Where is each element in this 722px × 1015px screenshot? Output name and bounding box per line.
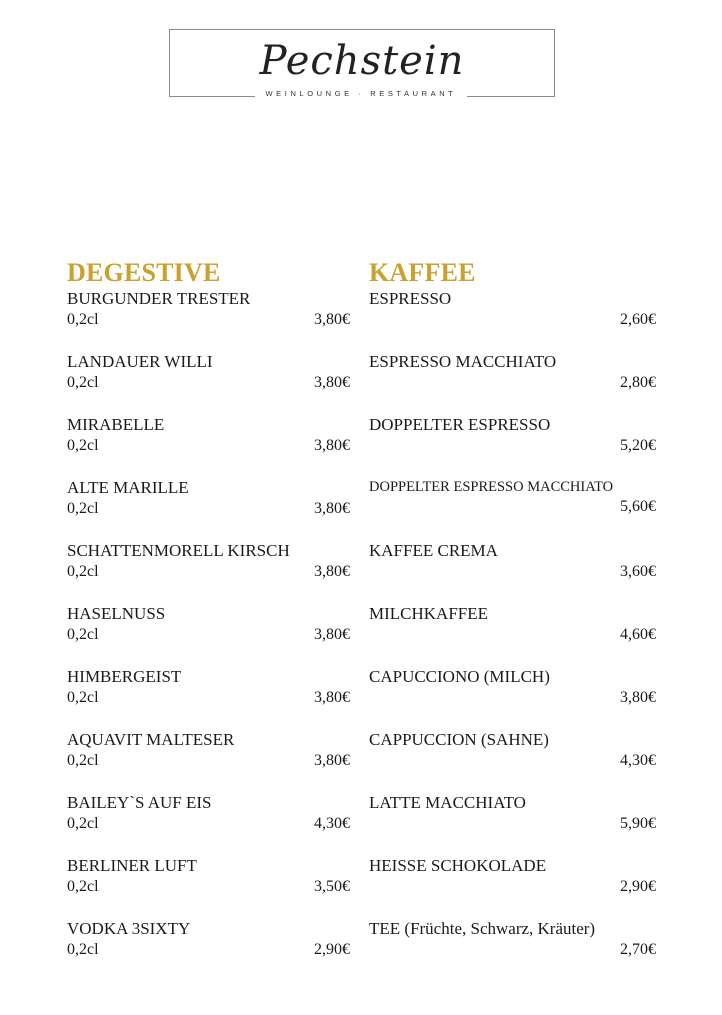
item-price: 3,80€ [314,500,350,517]
item-name: BURGUNDER TRESTER [67,289,251,308]
menu-item [369,855,656,918]
item-name: DOPPELTER ESPRESSO [369,415,551,434]
menu-item [369,729,656,792]
item-name: SCHATTENMORELL KIRSCH [67,541,290,560]
item-name: DOPPELTER ESPRESSO MACCHIATO [369,479,614,495]
item-size: 0,2cl [67,500,99,517]
menu-item [369,603,656,666]
item-name: MIRABELLE [67,415,165,434]
item-size: 0,2cl [67,878,99,895]
item-price: 5,60€ [620,498,656,515]
kaffee-title: KAFFEE [369,258,476,287]
item-price: 2,60€ [620,311,656,328]
kaffee-column [369,258,656,981]
item-price: 3,80€ [314,563,350,580]
degestive-list [67,288,350,981]
item-row [369,939,656,961]
item-name: ESPRESSO [369,289,452,308]
item-row [369,435,656,457]
item-row [67,687,350,709]
menu-item [369,288,656,351]
kaffee-list [369,288,656,981]
item-price: 2,80€ [620,374,656,391]
item-size: 0,2cl [67,311,99,328]
item-price: 3,60€ [620,563,656,580]
menu-item [67,414,350,477]
menu-item [67,729,350,792]
item-size: 0,2cl [67,689,99,706]
item-row [369,687,656,709]
item-row [369,813,656,835]
menu-item [369,414,656,477]
item-price: 2,90€ [314,941,350,958]
item-row [67,498,350,520]
menu-item [67,855,350,918]
item-row [369,309,656,331]
item-row [67,309,350,331]
item-size: 0,2cl [67,563,99,580]
item-row [369,498,656,516]
item-name: HIMBERGEIST [67,667,182,686]
menu-item [369,351,656,414]
item-price: 2,90€ [620,878,656,895]
item-row [369,561,656,583]
item-price: 3,80€ [314,311,350,328]
item-row [67,372,350,394]
item-price: 3,80€ [314,752,350,769]
item-size: 0,2cl [67,437,99,454]
item-price: 3,80€ [314,689,350,706]
menu-item [67,351,350,414]
item-price: 4,30€ [620,752,656,769]
item-row [369,372,656,394]
menu-item [369,792,656,855]
menu-item [67,918,350,981]
menu-item [67,792,350,855]
menu-item [67,666,350,729]
menu-item [369,666,656,729]
menu-item [67,603,350,666]
item-name: HASELNUSS [67,604,166,623]
item-name: HEISSE SCHOKOLADE [369,856,547,875]
item-name: ESPRESSO MACCHIATO [369,352,557,371]
item-price: 4,30€ [314,815,350,832]
menu-item [67,288,350,351]
item-name: ALTE MARILLE [67,478,189,497]
item-row [67,435,350,457]
item-size: 0,2cl [67,752,99,769]
item-price: 2,70€ [620,941,656,958]
item-name: TEE (Früchte, Schwarz, Kräuter) [369,919,596,938]
item-row [67,939,350,961]
item-name: LATTE MACCHIATO [369,793,526,812]
menu-item [369,477,656,540]
logo-script: Pechstein [259,38,465,84]
item-name: KAFFEE CREMA [369,541,498,560]
item-size: 0,2cl [67,815,99,832]
item-size: 0,2cl [67,941,99,958]
degestive-title: DEGESTIVE [67,258,221,287]
menu-item [369,918,656,981]
degestive-column [67,258,350,981]
item-row [67,813,350,835]
item-price: 3,50€ [314,878,350,895]
item-price: 5,90€ [620,815,656,832]
item-row [369,876,656,898]
menu-item [369,540,656,603]
item-price: 5,20€ [620,437,656,454]
item-row [369,624,656,646]
item-name: AQUAVIT MALTESER [67,730,235,749]
item-name: BERLINER LUFT [67,856,197,875]
item-name: CAPUCCIONO (MILCH) [369,667,550,686]
item-row [369,750,656,772]
item-size: 0,2cl [67,626,99,643]
item-row [67,561,350,583]
item-name: LANDAUER WILLI [67,352,213,371]
item-row [67,750,350,772]
logo-subtitle-text: WEINLOUNGE · RESTAURANT [255,89,466,98]
item-name: CAPPUCCION (SAHNE) [369,730,549,749]
item-price: 3,80€ [314,437,350,454]
logo-frame [169,29,555,97]
item-name: VODKA 3SIXTY [67,919,191,938]
item-price: 4,60€ [620,626,656,643]
item-row [67,624,350,646]
logo-subtitle [0,89,722,98]
menu-item [67,540,350,603]
item-row [67,876,350,898]
item-price: 3,80€ [314,626,350,643]
item-price: 3,80€ [314,374,350,391]
menu-item [67,477,350,540]
item-name: MILCHKAFFEE [369,604,489,623]
item-size: 0,2cl [67,374,99,391]
item-price: 3,80€ [620,689,656,706]
item-name: BAILEY`S AUF EIS [67,793,212,812]
